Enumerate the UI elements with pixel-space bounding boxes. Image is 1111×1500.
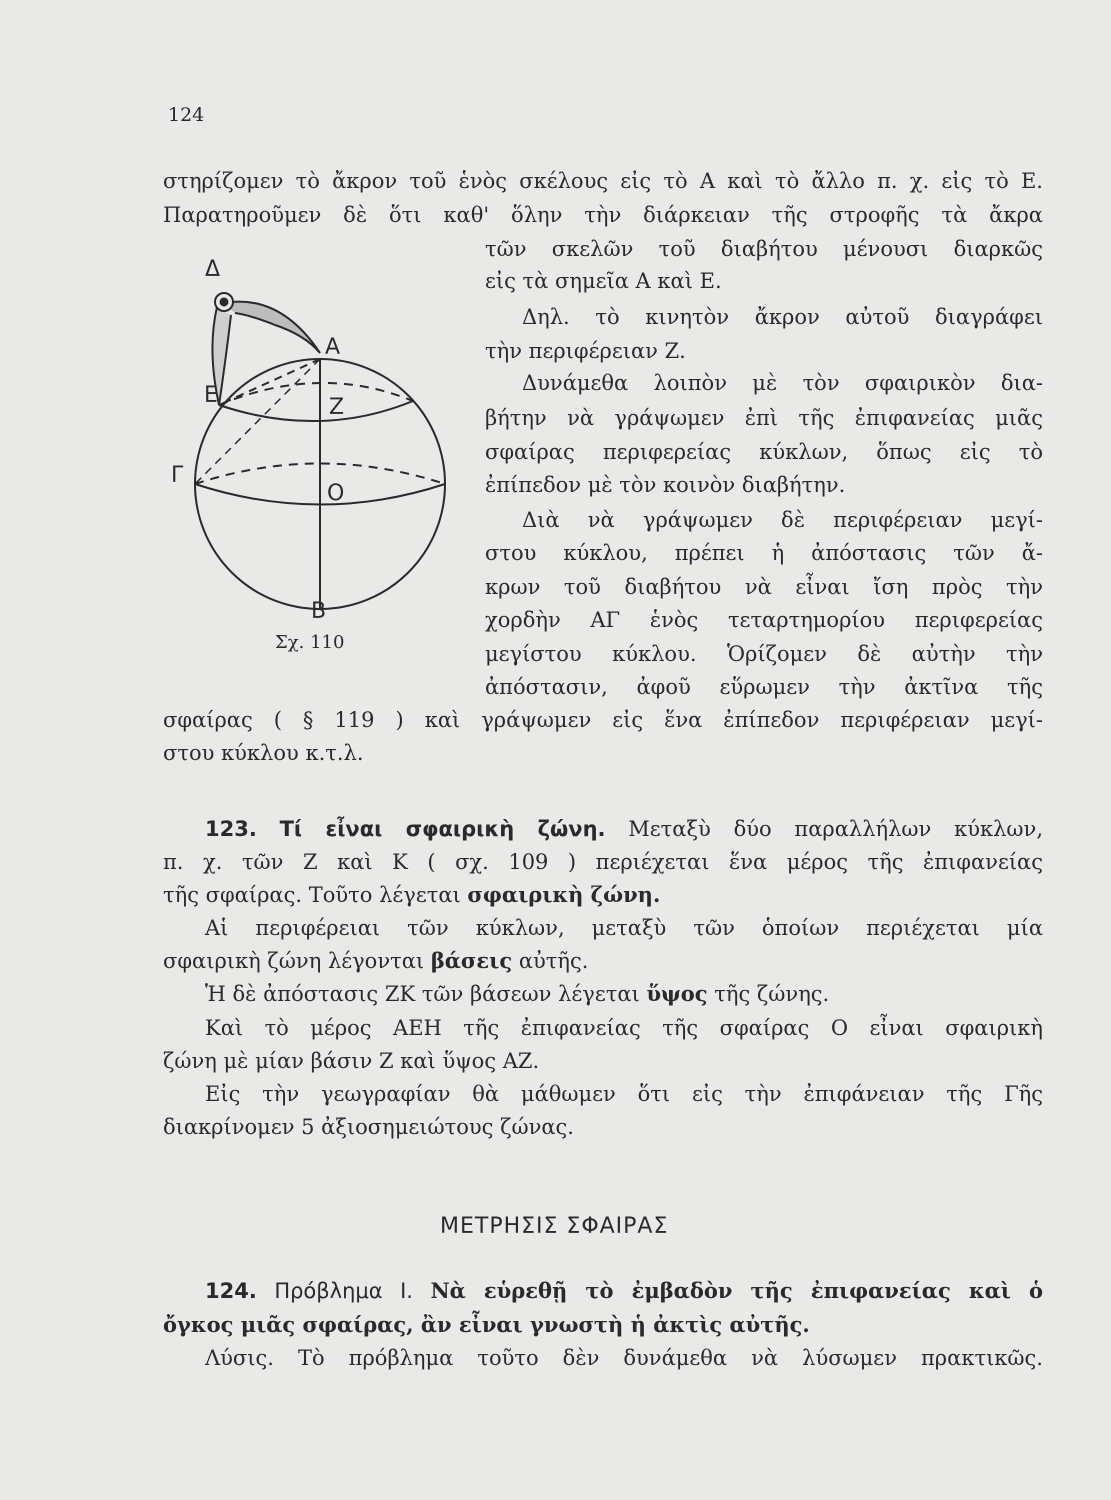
section-124-line-2 <box>163 1310 810 1340</box>
text-line-2: Παρατηροῦμεν δὲ ὅτι καθ' ὅλην τὴν διάρκειαν τῆς στροφῆς τὰ ἄκρα <box>163 203 1043 227</box>
text-line-16: ἀπόστασιν, ἀφοῦ εὕρωμεν τὴν ἀκτῖνα τῆς <box>485 675 1043 699</box>
section-123-text-3: τῆς σφαίρας. Τοῦτο λέγεται <box>163 883 461 907</box>
section-123-line-1 <box>205 814 1043 844</box>
term-bases: βάσεις <box>430 948 513 973</box>
text-line-3: τῶν σκελῶν τοῦ διαβήτου μένουσι διαρκῶς <box>485 237 1043 261</box>
section-123-text-5: σφαιρικὴ ζώνη λέγονται <box>163 949 425 973</box>
compass-arm <box>223 302 320 353</box>
term-spherical-zone: σφαιρικὴ ζώνη. <box>467 882 661 907</box>
section-123-line-7: Καὶ τὸ μέρος ΑΕΗ τῆς ἐπιφανείας τῆς σφαίρας Ο εἶναι σφαιρικὴ <box>205 1016 1043 1040</box>
section-123-text-6b: τῆς ζώνης. <box>714 982 830 1006</box>
text-line-15: μεγίστου κύκλου. Ὁρίζομεν δὲ αὐτὴν τὴν <box>485 642 1043 666</box>
section-123-line-8: ζώνη μὲ μίαν βάσιν Ζ καὶ ὕψος ΑΖ. <box>163 1049 540 1073</box>
problem-statement-1: Νὰ εὑρεθῇ τὸ ἐμβαδὸν τῆς ἐπιφανείας καὶ ὁ <box>430 1278 1044 1303</box>
figure-caption: Σχ. 110 <box>275 632 345 653</box>
section-123-line-2: π. χ. τῶν Ζ καὶ Κ ( σχ. 109 ) περιέχεται ἕνα μέρος τῆς ἐπιφανείας <box>163 850 1043 874</box>
section-123-text-5b: αὐτῆς. <box>518 949 589 973</box>
section-123-line-9: Εἰς τὴν γεωγραφίαν θὰ μάθωμεν ὅτι εἰς τὴν ἐπιφάνειαν τῆς Γῆς <box>205 1082 1043 1106</box>
text-line-10: ἐπίπεδον μὲ τὸν κοινὸν διαβήτην. <box>485 473 846 497</box>
section-heading: ΜΕΤΡΗΣΙΣ ΣΦΑΙΡΑΣ <box>440 1214 669 1239</box>
circle-z-back <box>219 383 413 405</box>
term-height: ὕψος <box>646 981 708 1006</box>
circle-z-front <box>219 401 413 421</box>
section-123-text-1: Μεταξὺ δύο παραλλήλων κύκλων, <box>628 817 1043 841</box>
text-line-1: στηρίζομεν τὸ ἄκρον τοῦ ἑνὸς σκέλους εἰς τὸ Α καὶ τὸ ἄλλο π. χ. εἰς τὸ Ε. <box>163 169 1043 193</box>
text-line-7: Δυνάμεθα λοιπὸν μὲ τὸν σφαιρικὸν δια- <box>522 371 1043 395</box>
section-124-line-1 <box>205 1276 1043 1306</box>
text-line-17: σφαίρας ( § 119 ) καὶ γράψωμεν εἰς ἕνα ἐπίπεδον περιφέρειαν μεγί- <box>163 708 1043 732</box>
section-123-text-6: Ἡ δὲ ἀπόστασις ΖΚ τῶν βάσεων λέγεται <box>205 982 640 1006</box>
problem-statement-2: ὄγκος μιᾶς σφαίρας, ἂν εἶναι γνωστὴ ἡ ἀκτὶς αὐτῆς. <box>163 1312 810 1337</box>
text-line-8: βήτην νὰ γράψωμεν ἐπὶ τῆς ἐπιφανείας μιᾶς <box>485 406 1043 430</box>
section-123-line-10: διακρίνομεν 5 ἀξιοσημειώτους ζώνας. <box>163 1115 574 1139</box>
text-line-4: εἰς τὰ σημεῖα Α καὶ Ε. <box>485 269 722 293</box>
text-line-5: Δηλ. τὸ κινητὸν ἄκρον αὐτοῦ διαγράφει <box>522 305 1043 329</box>
label-epsilon: Ε <box>204 383 218 408</box>
text-line-18: στου κύκλου κ.τ.λ. <box>163 741 364 765</box>
section-123-line-4: Αἱ περιφέρειαι τῶν κύκλων, μεταξὺ τῶν ὁποίων περιέχεται μία <box>205 916 1043 940</box>
label-beta: Β <box>311 599 327 624</box>
label-omicron: Ο <box>327 481 345 506</box>
text-line-6: τὴν περιφέρειαν Ζ. <box>485 339 686 363</box>
section-123-line-6 <box>205 979 829 1009</box>
text-line-11: Διὰ νὰ γράψωμεν δὲ περιφέρειαν μεγί- <box>522 508 1043 532</box>
label-zeta: Ζ <box>329 395 345 420</box>
section-124-line-3: Λύσις. Τὸ πρόβλημα τοῦτο δὲν δυνάμεθα νὰ λύσωμεν πρακτικῶς. <box>205 1346 1043 1370</box>
section-123-number: 123. <box>205 817 257 841</box>
text-line-14: χορδὴν ΑΓ ἑνὸς τεταρτημορίου περιφερείας <box>485 608 1043 632</box>
figure-110 <box>155 255 475 665</box>
label-delta: Δ <box>205 257 221 282</box>
text-line-9: σφαίρας περιφερείας κύκλων, ὅπως εἰς τὸ <box>485 440 1043 464</box>
text-line-13: κρων τοῦ διαβήτου νὰ εἶναι ἴση πρὸς τὴν <box>485 575 1043 599</box>
problem-label: Πρόβλημα Ι. <box>274 1279 413 1303</box>
section-123-line-5 <box>163 946 588 976</box>
section-123-title: Τί εἶναι σφαιρικὴ ζώνη. <box>279 817 606 841</box>
label-alpha: Α <box>325 335 341 360</box>
text-line-12: στου κύκλου, πρέπει ἡ ἀπόστασις τῶν ἄ- <box>485 541 1043 565</box>
label-gamma: Γ <box>171 463 184 488</box>
section-123-line-3 <box>163 880 660 910</box>
section-124-number: 124. <box>205 1279 257 1303</box>
page-number: 124 <box>168 104 205 126</box>
